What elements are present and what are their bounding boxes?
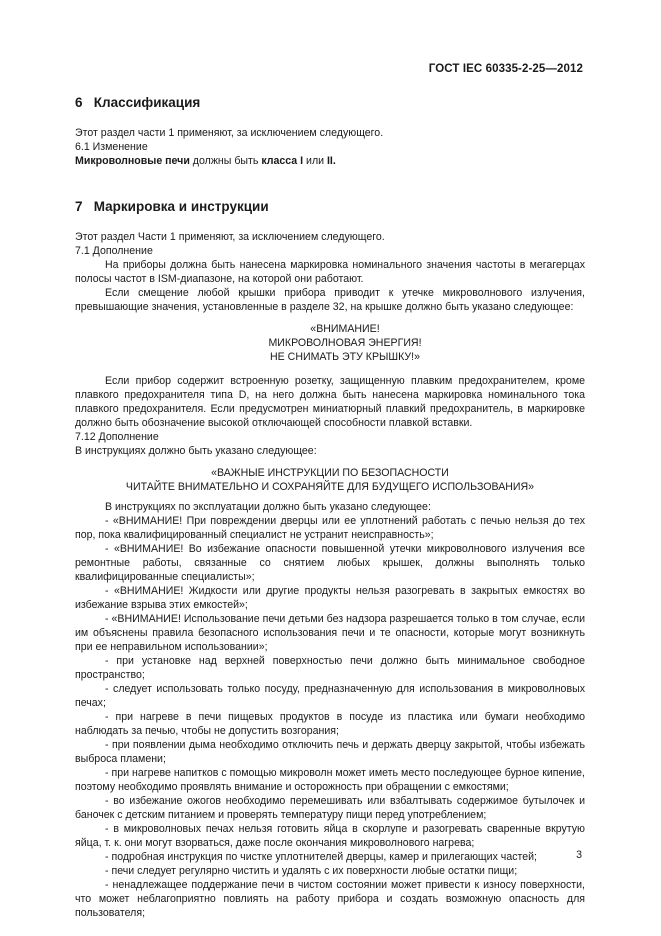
list-item: - ненадлежащее поддержание печи в чистом состоянии может привести к износу поверхности, что может неблагоприятно повлиять на работу прибора и создать возможную опасность для пользователя; [75,879,585,919]
section-7-1-label: 7.1 Дополнение [75,245,153,257]
list-item: - следует использовать только посуду, предназначенную для использования в микроволновых печах; [75,683,585,709]
section-6-1-label: 6.1 Изменение [75,141,148,153]
section-7-1-text: На приборы должна быть нанесена маркировка номинального значения частоты в мегагерцах полосы частот в ISM-диапазоне, на которой они работают. [75,259,585,285]
list-item: - печи следует регулярно чистить и удалять с их поверхности любые остатки пищи; [105,865,518,877]
list-item: - при появлении дыма необходимо отключить печь и держать дверцу закрытой, чтобы избежать выброса пламени; [75,739,585,765]
list-item: - «ВНИМАНИЕ! Во избежание опасности повышенной утечки микроволнового излучения все ремонтные работы, связанные со снятием любых крышек, должны выполнять только квалифицированные специалисты»; [75,543,585,583]
section-6-intro: Этот раздел части 1 применяют, за исключением следующего. [75,127,384,139]
page-content [75,92,585,920]
section-7-12-intro: В инструкциях должно быть указано следующее: [75,445,317,457]
list-item: - «ВНИМАНИЕ! При повреждении дверцы или ее уплотнений работать с печью нельзя до тех пор, пока квалифицированный специалист не устранит неисправность»; [75,515,585,541]
section-7-title: Маркировка и инструкции [93,199,269,214]
list-item: - при установке над верхней поверхностью печи должно быть минимальное свободное пространство; [75,655,585,681]
list-item: - в микроволновых печах нельзя готовить яйца в скорлупе и разогревать сваренные вкрутую яйца, т. к. они могут взорваться, даже после окончания микроволнового нагрева; [75,823,585,849]
section-6-heading [75,92,585,114]
instruction-list [75,514,585,920]
section-7-number: 7 [75,199,83,214]
section-7-fuse-text: Если прибор содержит встроенную розетку, защищенную плавким предохранителем, кроме плавкого предохранителя типа D, на него должна быть нанесена маркировка номинального тока плавкого предохранителя. Если предусмотрен миниатюрный плавкий предохранитель, в маркировке должно быть обозначение высокой отключающей способности плавкой вставки. [75,375,585,429]
list-item: - «ВНИМАНИЕ! Жидкости или другие продукты нельзя разогревать в закрытых емкостях во избежание взрыва этих емкостей»; [75,585,585,611]
cover-warning: «ВНИМАНИЕ! МИКРОВОЛНОВАЯ ЭНЕРГИЯ! НЕ СНИМАТЬ ЭТУ КРЫШКУ!» [268,323,422,363]
list-item: - «ВНИМАНИЕ! Использование печи детьми без надзора разрешается только в том случае, если им объяснены правила безопасного использования печи и те опасности, которые могут возникнуть при ее неправильном использовании»; [75,613,585,653]
section-7-cover-text: Если смещение любой крышки прибора приводит к утечке микроволнового излучения, превышающие значения, установленные в разделе 32, на крышке должно быть указано следующее: [75,287,585,313]
section-6-number: 6 [75,95,83,110]
section-6-title: Классификация [93,95,201,110]
page-number: 3 [576,849,582,861]
section-7-intro: Этот раздел Части 1 применяют, за исключением следующего. [75,231,385,243]
section-7-ops-intro: В инструкциях по эксплуатации должно быть указано следующее: [105,501,431,513]
section-6-classification-rule: Микроволновые печи должны быть класса I или II. [75,155,336,167]
section-7-12-label: 7.12 Дополнение [75,431,159,443]
section-7-heading [75,196,585,218]
standard-header: ГОСТ IEC 60335-2-25—2012 [428,63,583,75]
list-item: - во избежание ожогов необходимо перемешивать или взбалтывать содержимое бутылочек и баночек с детским питанием и проверять температуру пищи перед употреблением; [75,795,585,821]
list-item: - подробная инструкция по чистке уплотнителей дверцы, камер и прилегающих частей; [105,851,537,863]
list-item: - при нагреве в печи пищевых продуктов в посуде из пластика или бумаги необходимо наблюдать за печью, чтобы не допустить возгорания; [75,711,585,737]
list-item: - при нагреве напитков с помощью микроволн может иметь место последующее бурное кипение, поэтому необходимо проявлять внимание и осторожность при обращении с емкостями; [75,767,585,793]
safety-instructions-warning: «ВАЖНЫЕ ИНСТРУКЦИИ ПО БЕЗОПАСНОСТИ ЧИТАЙТЕ ВНИМАТЕЛЬНО И СОХРАНЯЙТЕ ДЛЯ БУДУЩЕГО ИСПОЛЬЗОВАНИЯ» [125,467,535,493]
